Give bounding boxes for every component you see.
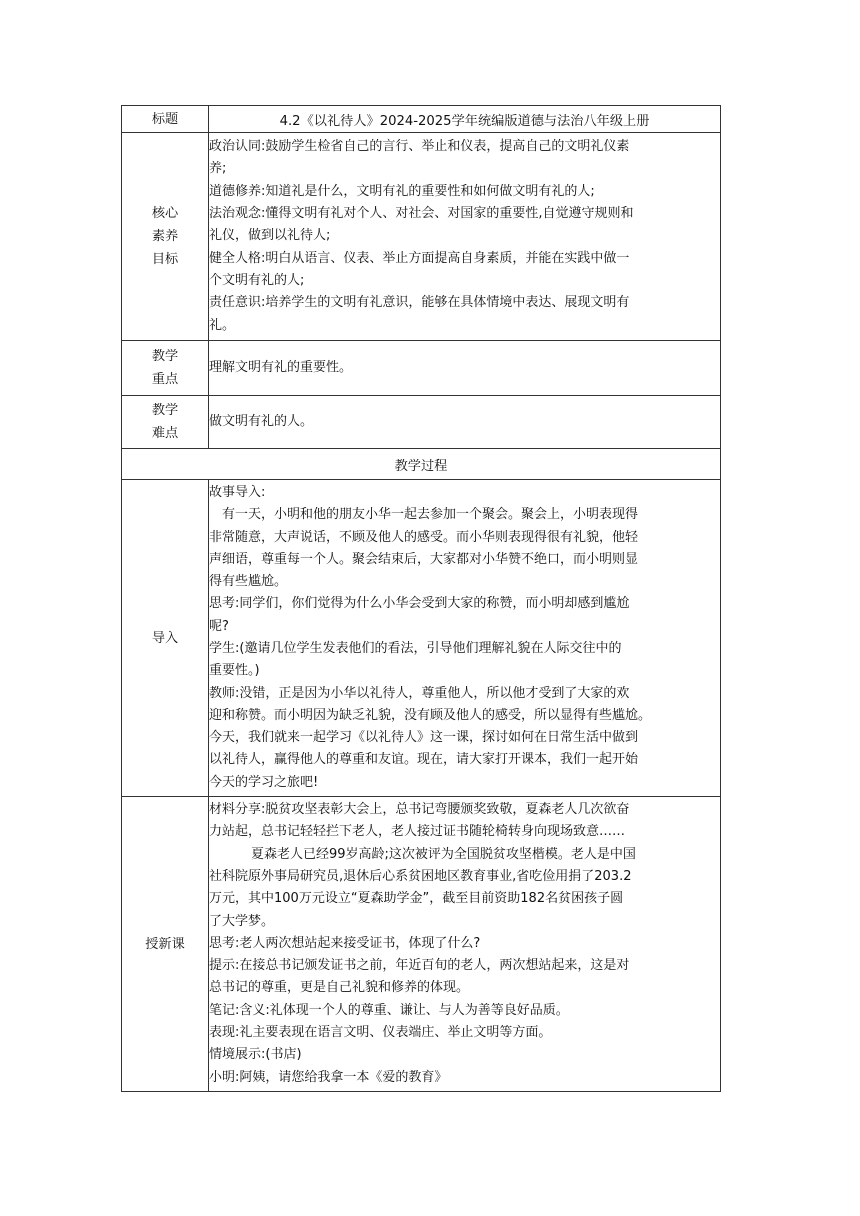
goals-label: 核心 素养 目标 (122, 133, 209, 341)
goal-line: 礼。 (209, 317, 236, 333)
intro-line: 声细语，尊重每一个人。聚会结束后，大家都对小华赞不绝口，而小明则显 (209, 551, 639, 567)
lesson-plan-table (121, 105, 721, 1092)
difficulty-content: 做文明有礼的人。 (209, 396, 721, 449)
goal-line: 健全人格:明白从语言、仪表、举止方面提高自身素质，并能在实践中做一 (209, 250, 630, 266)
new-lesson-row (122, 797, 721, 1092)
intro-line: 故事导入: (209, 484, 266, 500)
lesson-line: 总书记的尊重，更是自己礼貌和修养的体现。 (209, 980, 470, 996)
intro-row (122, 480, 721, 797)
intro-line: 重要性。) (209, 663, 260, 679)
intro-line: 教师:没错，正是因为小华以礼待人，尊重他人，所以他才受到了大家的欢 (209, 685, 630, 701)
intro-line: 得有些尴尬。 (209, 574, 288, 590)
focus-row (122, 341, 721, 396)
lesson-line: 思考:老人两次想站起来接受证书，体现了什么? (209, 935, 481, 951)
lesson-line: 力站起，总书记轻轻拦下老人，老人接过证书随轮椅转身向现场致意…… (209, 824, 626, 840)
intro-line: 呢? (209, 618, 229, 634)
lesson-line: 夏森老人已经99岁高龄;这次被评为全国脱贫攻坚楷模。老人是中国 (251, 846, 636, 862)
focus-label: 教学 重点 (122, 341, 209, 396)
intro-line: 今天，我们就来一起学习《以礼待人》这一课，探讨如何在日常生活中做到 (209, 730, 639, 746)
goal-line: 道德修养:知道礼是什么，文明有礼的重要性和如何做文明有礼的人; (209, 183, 595, 199)
title-label: 标题 (122, 106, 209, 133)
new-lesson-label: 授新课 (122, 797, 209, 1092)
goal-line: 礼仪，做到以礼待人; (209, 228, 331, 244)
lesson-line: 笔记:含义:礼体现一个人的尊重、谦让、与人为善等良好品质。 (209, 1002, 569, 1018)
intro-label: 导入 (122, 480, 209, 797)
lesson-line: 提示:在接总书记颁发证书之前，年近百旬的老人，两次想站起来，这是对 (209, 958, 630, 974)
process-header-row (122, 449, 721, 480)
lesson-title: 4.2《以礼待人》2024-2025学年统编版道德与法治八年级上册 (209, 106, 721, 133)
goal-line: 法治观念:懂得文明有礼对个人、对社会、对国家的重要性,自觉遵守规则和 (209, 206, 634, 222)
lesson-line: 社科院原外事局研究员,退休后心系贫困地区教育事业,省吃俭用捐了203.2 (209, 868, 632, 884)
lesson-line: 材料分享:脱贫攻坚表彰大会上，总书记弯腰颁奖致敬，夏森老人几次欲奋 (209, 802, 630, 818)
lesson-line: 表现:礼主要表现在语言文明、仪表端庄、举止文明等方面。 (209, 1025, 552, 1041)
process-header: 教学过程 (122, 449, 721, 480)
intro-line: 今天的学习之旅吧! (209, 774, 319, 790)
focus-content: 理解文明有礼的重要性。 (209, 341, 721, 396)
goal-line: 责任意识:培养学生的文明有礼意识，能够在具体情境中表达、展现文明有 (209, 295, 630, 311)
lesson-line: 万元，其中100万元设立“夏森助学金”，截至目前资助182名贫困孩子圆 (209, 891, 624, 907)
goal-line: 个文明有礼的人; (209, 272, 305, 288)
intro-line: 思考:同学们，你们觉得为什么小华会受到大家的称赞，而小明却感到尴尬 (209, 596, 630, 612)
intro-line: 非常随意，大声说话，不顾及他人的感受。而小华则表现得很有礼貌，他轻 (209, 529, 639, 545)
new-lesson-content (209, 797, 721, 1092)
intro-line: 学生:(邀请几位学生发表他们的看法，引导他们理解礼貌在人际交往中的 (209, 641, 622, 656)
difficulty-label: 教学 难点 (122, 396, 209, 449)
intro-line: 以礼待人，赢得他人的尊重和友谊。现在，请大家打开课本，我们一起开始 (209, 752, 639, 768)
intro-content (209, 480, 721, 797)
goal-line: 养; (209, 161, 227, 177)
intro-line: 有一天，小明和他的朋友小华一起去参加一个聚会。聚会上，小明表现得 (222, 507, 639, 523)
goals-content (209, 133, 721, 341)
goals-row (122, 133, 721, 341)
title-row (122, 106, 721, 133)
lesson-line: 了大学梦。 (209, 913, 275, 929)
goal-line: 政治认同:鼓励学生检省自己的言行、举止和仪表，提高自己的文明礼仪素 (209, 139, 630, 155)
lesson-line: 情境展示:(书店) (209, 1047, 302, 1063)
intro-line: 迎和称赞。而小明因为缺乏礼貌，没有顾及他人的感受，所以显得有些尴尬。 (209, 707, 652, 723)
lesson-line: 小明:阿姨，请您给我拿一本《爱的教育》 (209, 1069, 448, 1085)
difficulty-row (122, 396, 721, 449)
